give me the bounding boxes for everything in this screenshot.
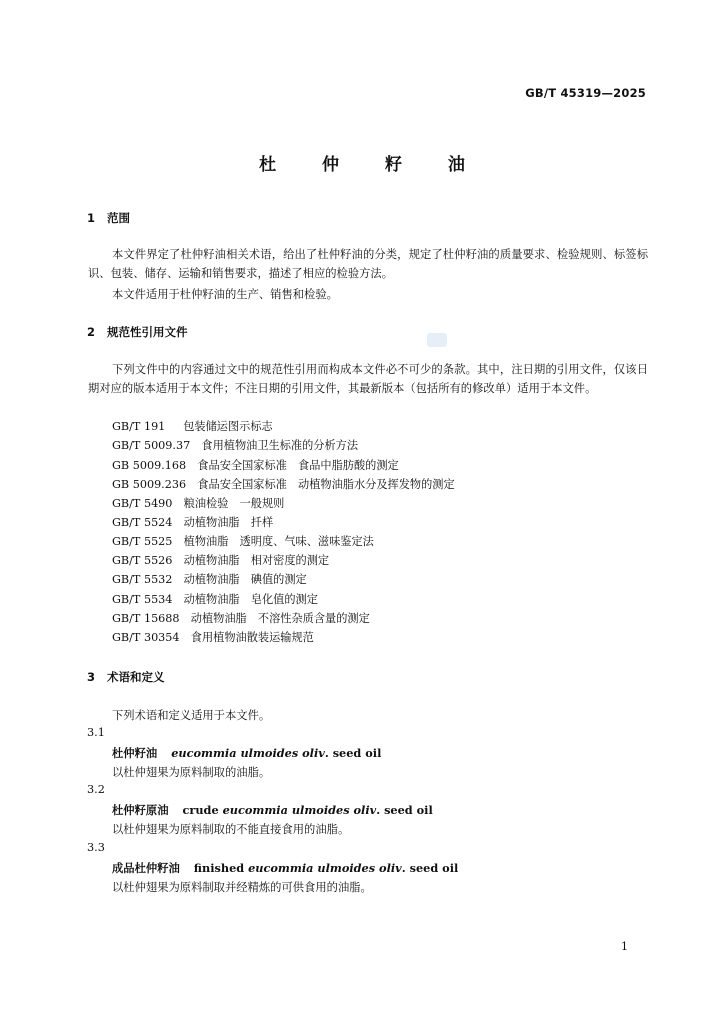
section-number: 3 xyxy=(87,670,96,684)
term-number: 3.1 xyxy=(87,726,105,739)
normative-refs-paragraph: 下列文件中的内容通过文中的规范性引用而构成本文件必不可少的条款。其中，注日期的引用文件，仅该日期对应的版本适用于本文件；不注日期的引用文件，其最新版本（包括所有的修改单）适用于本文件。 xyxy=(88,363,648,396)
section-number: 1 xyxy=(87,211,96,225)
ref-name: 动植物油脂 不溶性杂质含量的测定 xyxy=(190,612,370,625)
ref-code: GB/T 15688 xyxy=(112,612,180,625)
ref-code: GB/T 5534 xyxy=(112,593,173,606)
ref-code: GB/T 5009.37 xyxy=(112,439,191,452)
ref-code: GB/T 5525 xyxy=(112,535,173,548)
ref-item xyxy=(112,591,318,607)
ref-item xyxy=(112,533,374,549)
ref-code: GB/T 191 xyxy=(112,420,166,433)
ref-item xyxy=(112,552,329,568)
ref-code: GB 5009.236 xyxy=(112,478,187,491)
ref-item xyxy=(112,418,273,434)
ref-name: 包装储运图示标志 xyxy=(183,420,273,433)
section-title: 范围 xyxy=(107,211,130,225)
term-definition: 以杜仲翅果为原料制取的油脂。 xyxy=(112,766,271,779)
section-number: 2 xyxy=(87,325,96,339)
section-2-heading xyxy=(87,324,188,340)
term-definition: 以杜仲翅果为原料制取的不能直接食用的油脂。 xyxy=(112,823,350,836)
ref-code: GB/T 5490 xyxy=(112,497,173,510)
term-en: crude eucommia ulmoides oliv. seed oil xyxy=(182,803,433,817)
terms-intro: 下列术语和定义适用于本文件。 xyxy=(112,709,271,722)
ref-name: 食品安全国家标准 动植物油脂水分及挥发物的测定 xyxy=(197,478,455,491)
ref-name: 动植物油脂 相对密度的测定 xyxy=(183,554,330,567)
ref-item xyxy=(112,457,399,473)
ref-name: 动植物油脂 碘值的测定 xyxy=(183,573,307,586)
page-number: 1 xyxy=(621,940,628,953)
ref-name: 食用植物油卫生标准的分析方法 xyxy=(201,439,359,452)
section-title: 规范性引用文件 xyxy=(107,325,188,339)
section-1-heading xyxy=(87,210,130,226)
term-number: 3.2 xyxy=(87,783,105,796)
scope-paragraph-2: 本文件适用于杜仲籽油的生产、销售和检验。 xyxy=(112,288,338,301)
ref-name: 动植物油脂 皂化值的测定 xyxy=(183,593,318,606)
ref-name: 食用植物油散装运输规范 xyxy=(190,631,314,644)
term-zh: 成品杜仲籽油 xyxy=(112,862,180,875)
ref-item xyxy=(112,437,358,453)
term-heading xyxy=(112,860,458,876)
document-title: 杜 仲 籽 油 xyxy=(259,155,485,175)
term-zh: 杜仲籽原油 xyxy=(112,804,169,817)
ref-code: GB 5009.168 xyxy=(112,459,187,472)
ref-item xyxy=(112,476,455,492)
term-number: 3.3 xyxy=(87,841,105,854)
ref-name: 粮油检验 一般规则 xyxy=(183,497,285,510)
ref-item xyxy=(112,629,314,645)
term-heading xyxy=(112,745,381,761)
ref-item xyxy=(112,495,284,511)
term-en: finished eucommia ulmoides oliv. seed oil xyxy=(193,861,459,875)
section-title: 术语和定义 xyxy=(107,670,165,684)
ref-name: 食品安全国家标准 食品中脂肪酸的测定 xyxy=(197,459,399,472)
ref-code: GB/T 5526 xyxy=(112,554,173,567)
watermark-logo xyxy=(427,333,447,347)
ref-code: GB/T 30354 xyxy=(112,631,180,644)
ref-name: 植物油脂 透明度、气味、滋味鉴定法 xyxy=(183,535,374,548)
term-en: eucommia ulmoides oliv. seed oil xyxy=(171,746,382,760)
ref-item xyxy=(112,514,273,530)
ref-code: GB/T 5532 xyxy=(112,573,173,586)
ref-item xyxy=(112,571,307,587)
scope-paragraph-1: 本文件界定了杜仲籽油相关术语，给出了杜仲籽油的分类，规定了杜仲籽油的质量要求、检验规则、标签标识、包装、储存、运输和销售要求，描述了相应的检验方法。 xyxy=(88,248,648,281)
ref-item xyxy=(112,610,370,626)
ref-name: 动植物油脂 扦样 xyxy=(183,516,274,529)
section-3-heading xyxy=(87,669,165,685)
ref-code: GB/T 5524 xyxy=(112,516,173,529)
term-zh: 杜仲籽油 xyxy=(112,747,158,760)
term-heading xyxy=(112,802,433,818)
standard-code: GB/T 45319—2025 xyxy=(525,86,646,100)
term-definition: 以杜仲翅果为原料制取并经精炼的可供食用的油脂。 xyxy=(112,881,372,894)
